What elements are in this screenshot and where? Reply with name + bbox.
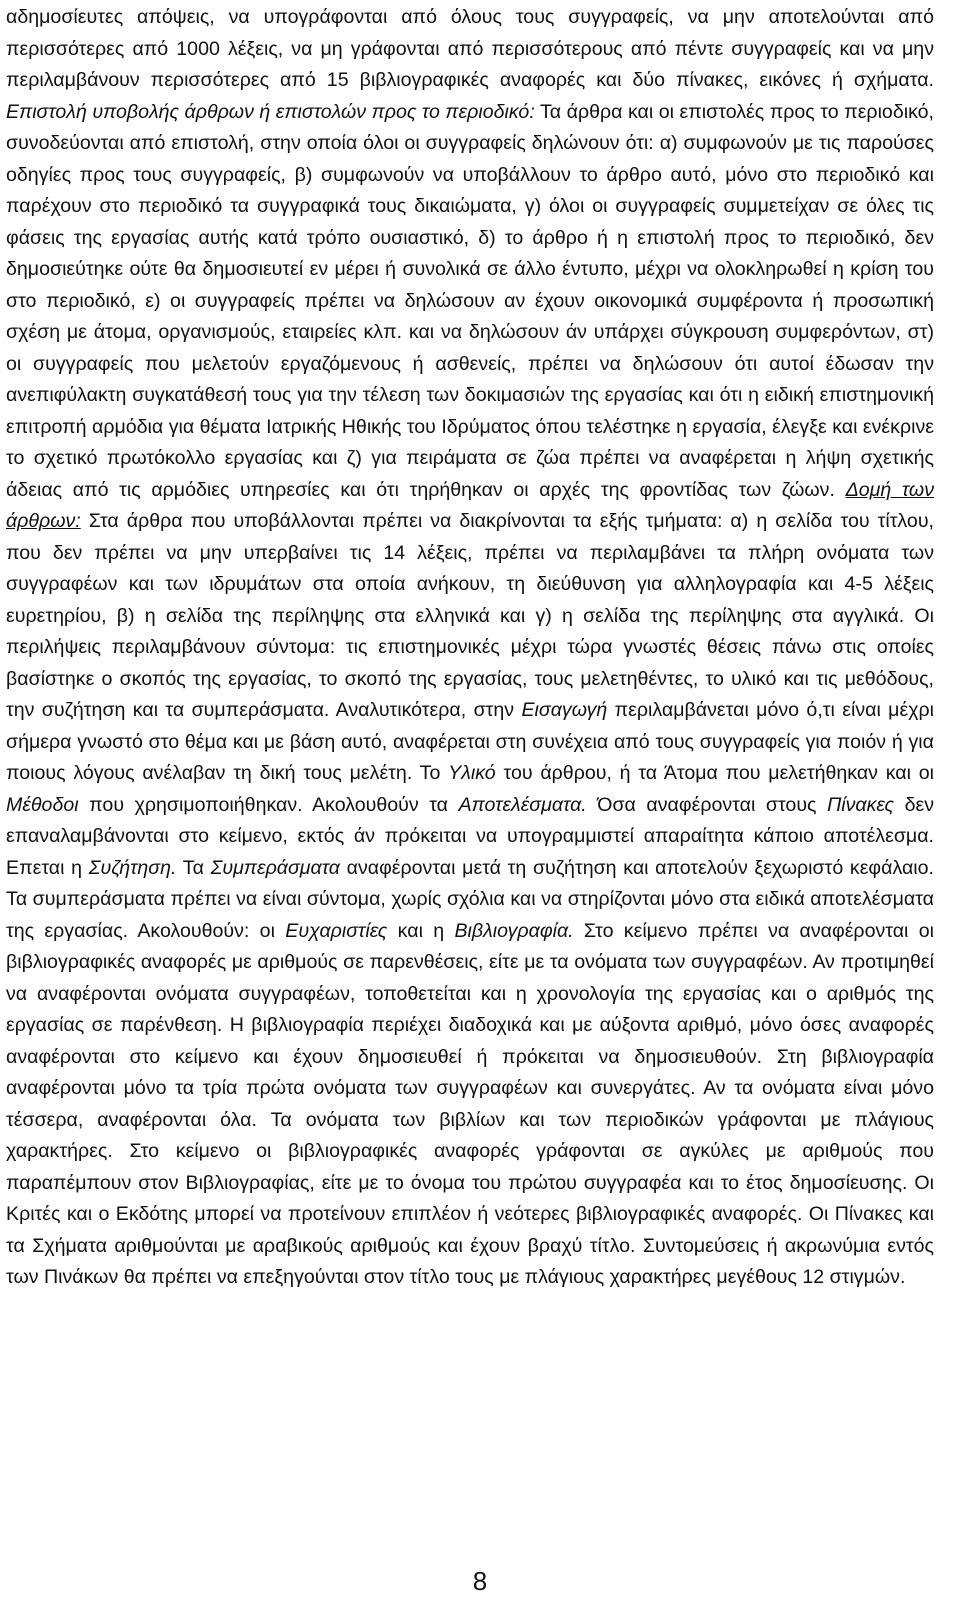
italic-term: Πίνακες (827, 793, 894, 816)
body-paragraph (6, 2, 934, 1294)
text-run: που χρησιμοποιήθηκαν. Ακολουθούν τα (78, 793, 459, 816)
italic-term: Ευχαριστίες (285, 919, 388, 942)
italic-term: Αποτελέσματα. (458, 793, 587, 816)
italic-term: Συζήτηση. (88, 856, 177, 879)
italic-term: Βιβλιογραφία. (454, 919, 574, 942)
text-run: και η (387, 919, 455, 942)
italic-term: Εισαγωγή (521, 699, 608, 721)
text-run: Όσα αναφέρονται στους (586, 793, 828, 816)
text-run: αναφέρονται μετά τη συζήτηση και αποτελούν ξεχωριστό κεφάλαιο. Τα συμπεράσματα πρέπει να είναι σύντομα, χωρίς σχόλια και να στηρίζονται μόνο στα ειδικά αποτελέσματα της εργασίας. Ακολουθούν: οι (6, 856, 934, 942)
italic-term: Μέθοδοι (6, 793, 79, 816)
text-run: Στο κείμενο πρέπει να αναφέρονται οι βιβλιογραφικές αναφορές με αριθμούς σε παρενθέσεις, είτε με τα ονόματα των συγγραφέων. Αν προτιμηθεί να αναφέρονται ονόματα συγγραφέων, τοποθετείται και η χρονολογία της εργασίας και ο αριθμός της εργασίας σε παρένθεση. Η βιβλιογραφία περιέχει διαδοχικά και με αύξοντα αριθμό, μόνο όσες αναφορές αναφέρονται στο κείμενο και έχουν δημοσιευθεί ή πρόκειται να δημοσιευθούν. Στη βιβλιογραφία αναφέρονται μόνο τα τρία πρώτα ονόματα των συγγραφέων και συνεργάτες. Αν τα ονόματα είναι μόνο τέσσερα, αναφέρονται όλα. Τα ονόματα των βιβλίων και των περιοδικών γράφονται με πλάγιους χαρακτήρες. Στο κείμενο οι βιβλιογραφικές αναφορές γράφονται σε αγκύλες με αριθμούς που παραπέμπουν στον Βιβλιογραφίας, είτε με το όνομα του πρώτου συγγραφέα και το έτος δημοσίευσης. Οι Κριτές και ο Εκδότης μπορεί να προτείνουν επιπλέον ή νεότερες βιβλιογραφικές αναφορές. Οι Πίνακες και τα Σχήματα αριθμούνται με αραβικούς αριθμούς και έχουν βραχύ τίτλο. Συντομεύσεις ή ακρωνύμια εντός των Πινάκων θα πρέπει να επεξηγούνται στον τίτλο τους με πλάγιους χαρακτήρες μεγέθους 12 στιγμών. (6, 919, 934, 1288)
text-run: Στα άρθρα που υποβάλλονται πρέπει να διακρίνονται τα εξής τμήματα: α) η σελίδα του τίτλου, που δεν πρέπει να μην υπερβαίνει τις 14 λέξεις, πρέπει να περιλαμβάνει τα πλήρη ονόματα των συγγραφέων και των ιδρυμάτων στα οποία ανήκουν, τη διεύθυνση για αλληλογραφία και 4-5 λέξεις ευρετηρίου, β) η σελίδα της περίληψης στα ελληνικά και γ) η σελίδα της περίληψης στα αγγλικά. Οι περιλήψεις περιλαμβάνουν σύντομα: τις επιστημονικές μέχρι τώρα γνωστές θέσεις πάνω στις οποίες βασίστηκε ο σκοπός της εργασίας, το σκοπό της εργασίας, τους μελετηθέντες, το υλικό και τις μεθόδους, την συζήτηση και τα συμπεράσματα. Αναλυτικότερα, στην (6, 510, 934, 721)
page-number: 8 (472, 1566, 488, 1596)
text-run: αδημοσίευτες απόψεις, να υπογράφονται από όλους τους συγγραφείς, να μην αποτελούνται από περισσότερες από 1000 λέξεις, να μη γράφονται από περισσότερους από πέντε συγγραφείς και να μην περιλαμβάνουν περισσότερες από 15 βιβλιογραφικές αναφορές και δύο πίνακες, εικόνες ή σχήματα. (6, 6, 934, 91)
italic-term: Συμπεράσματα (210, 856, 340, 879)
text-run: Τα άρθρα και οι επιστολές προς το περιοδικό, συνοδεύονται από επιστολή, στην οποία όλοι οι συγγραφείς δηλώνουν ότι: α) συμφωνούν με τις παρούσες οδηγίες προς τους συγγραφείς, β) συμφωνούν να υποβάλλουν το άρθρο αυτό, μόνο στο περιοδικό και παρέχουν στο περιοδικό τα συγγραφικά τους δικαιώματα, γ) όλοι οι συγγραφείς συμμετείχαν σε όλες τις φάσεις της εργασίας αυτής κατά τρόπο ουσιαστικό, δ) το άρθρο ή η επιστολή προς το περιοδικό, δεν δημοσιεύτηκε ούτε θα δημοσιευτεί εν μέρει ή συνολικά σε άλλο έντυπο, μέχρι να ολοκληρωθεί η κρίση του στο περιοδικό, ε) οι συγγραφείς πρέπει να δηλώσουν αν έχουν οικονομικά συμφέροντα ή προσωπική σχέση με άτομα, οργανισμούς, εταιρείες κλπ. και να δηλώσουν άν υπάρχει σύγκρουση συμφερόντων, στ) οι συγγραφείς που μελετούν εργαζόμενους ή ασθενείς, πρέπει να δηλώσουν ότι αυτοί έδωσαν την ανεπιφύλακτη συγκατάθεσή τους για την τέλεση των δοκιμασιών της εργασίας και ότι η ειδική επιστημονική επιτροπή αρμόδια για θέματα Ιατρικής Ηθικής του Ιδρύματος όπου τελέστηκε η εργασία, έλεγξε και ενέκρινε το σχετικό πρωτόκολλο εργασίας και ζ) για πειράματα σε ζώα πρέπει να αναφέρεται η λήψη σχετικής άδειας από τις αρμόδιες υπηρεσίες και ότι τηρήθηκαν οι αρχές της φροντίδας των ζώων. (6, 100, 934, 501)
text-run: δεν επαναλαμβάνονται στο κείμενο, εκτός άν πρόκειται να υπογραμμιστεί απαραίτητα κάποιο αποτέλεσμα. Επεται η (6, 793, 935, 879)
text-run: Τα (176, 856, 211, 879)
text-run: περιλαμβάνεται μόνο ό,τι είναι μέχρι σήμερα γνωστό στο θέμα και με βάση αυτό, αναφέρεται στη συνέχεια από τους συγγραφείς για ποιόν ή για ποιους λόγους ανέλαβαν τη δική τους μελέτη. Το (6, 699, 934, 784)
italic-term: Υλικό (448, 762, 496, 784)
section-heading-article-structure: Δομή των άρθρων: (6, 478, 934, 532)
text-run: του άρθρου, ή τα Άτομα που μελετήθηκαν και οι (495, 762, 934, 784)
section-heading-submission-letter: Επιστολή υποβολής άρθρων ή επιστολών προς το περιοδικό: (6, 100, 535, 123)
